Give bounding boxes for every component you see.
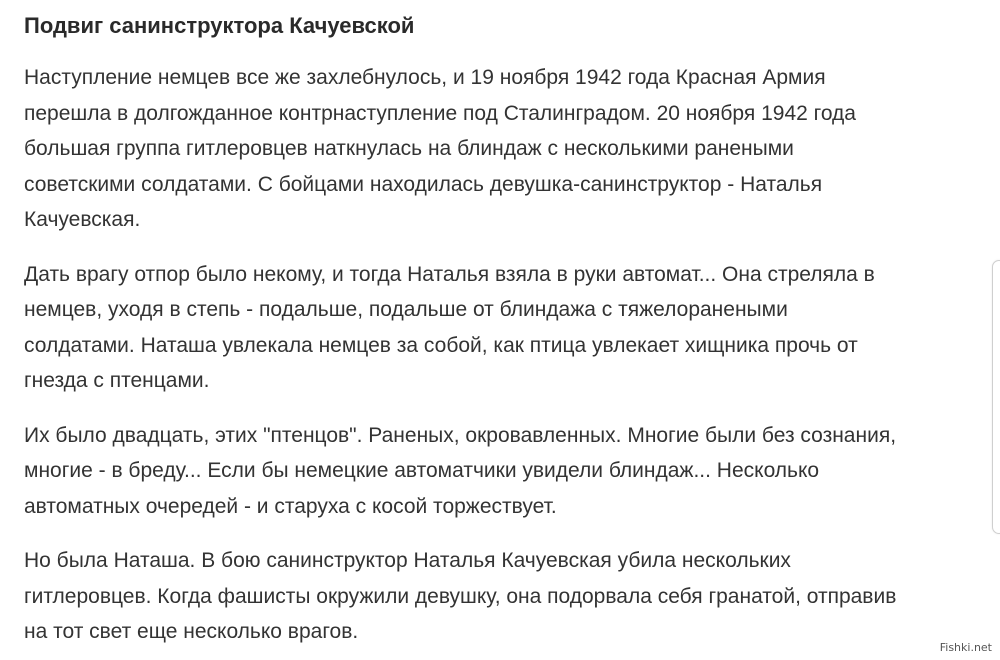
watermark: Fishki.net: [939, 641, 992, 654]
paragraph-line: Наступление немцев все же захлебнулось, и 19 ноября 1942 года Красная Армия: [24, 66, 826, 89]
paragraph-3: [24, 418, 964, 525]
paragraph-line: многие - в бреду... Если бы немецкие автоматчики увидели блиндаж... Несколько: [24, 459, 820, 482]
paragraph-line: перешла в долгожданное контрнаступление под Сталинградом. 20 ноября 1942 года: [24, 101, 856, 125]
paragraph-line: солдатами. Наташа увлекала немцев за собой, как птица увлекает хищника прочь от: [24, 333, 858, 357]
paragraph-1: [24, 60, 964, 238]
paragraph-4: [24, 543, 964, 650]
paragraph-line: гитлеровцев. Когда фашисты окружили девушку, она подорвала себя гранатой, отправив: [24, 584, 897, 608]
paragraph-line: немцев, уходя в степь - подальше, подальше от блиндажа с тяжелоранеными: [24, 298, 788, 321]
paragraph-line: гнезда с птенцами.: [24, 369, 210, 392]
paragraph-line: автоматных очередей - и старуха с косой торжествует.: [24, 494, 557, 518]
article: [24, 0, 964, 650]
scrollbar[interactable]: [992, 260, 1000, 534]
paragraph-line: Но была Наташа. В бою санинструктор Наталья Качуевская убила нескольких: [24, 549, 791, 572]
paragraph-line: большая группа гитлеровцев наткнулась на блиндаж с несколькими ранеными: [24, 137, 794, 160]
paragraph-line: Дать врагу отпор было некому, и тогда Наталья взяла в руки автомат... Она стреляла в: [24, 262, 875, 286]
paragraph-line: Качуевская.: [24, 208, 141, 231]
paragraph-line: Их было двадцать, этих "птенцов". Раненых, окровавленных. Многие были без сознания,: [24, 423, 897, 447]
paragraph-line: советскими солдатами. С бойцами находилась девушка-санинструктор - Наталья: [24, 172, 823, 196]
paragraph-line: на тот свет еще несколько врагов.: [24, 620, 359, 643]
paragraph-2: [24, 257, 964, 399]
article-title: Подвиг санинструктора Качуевской: [24, 13, 415, 38]
